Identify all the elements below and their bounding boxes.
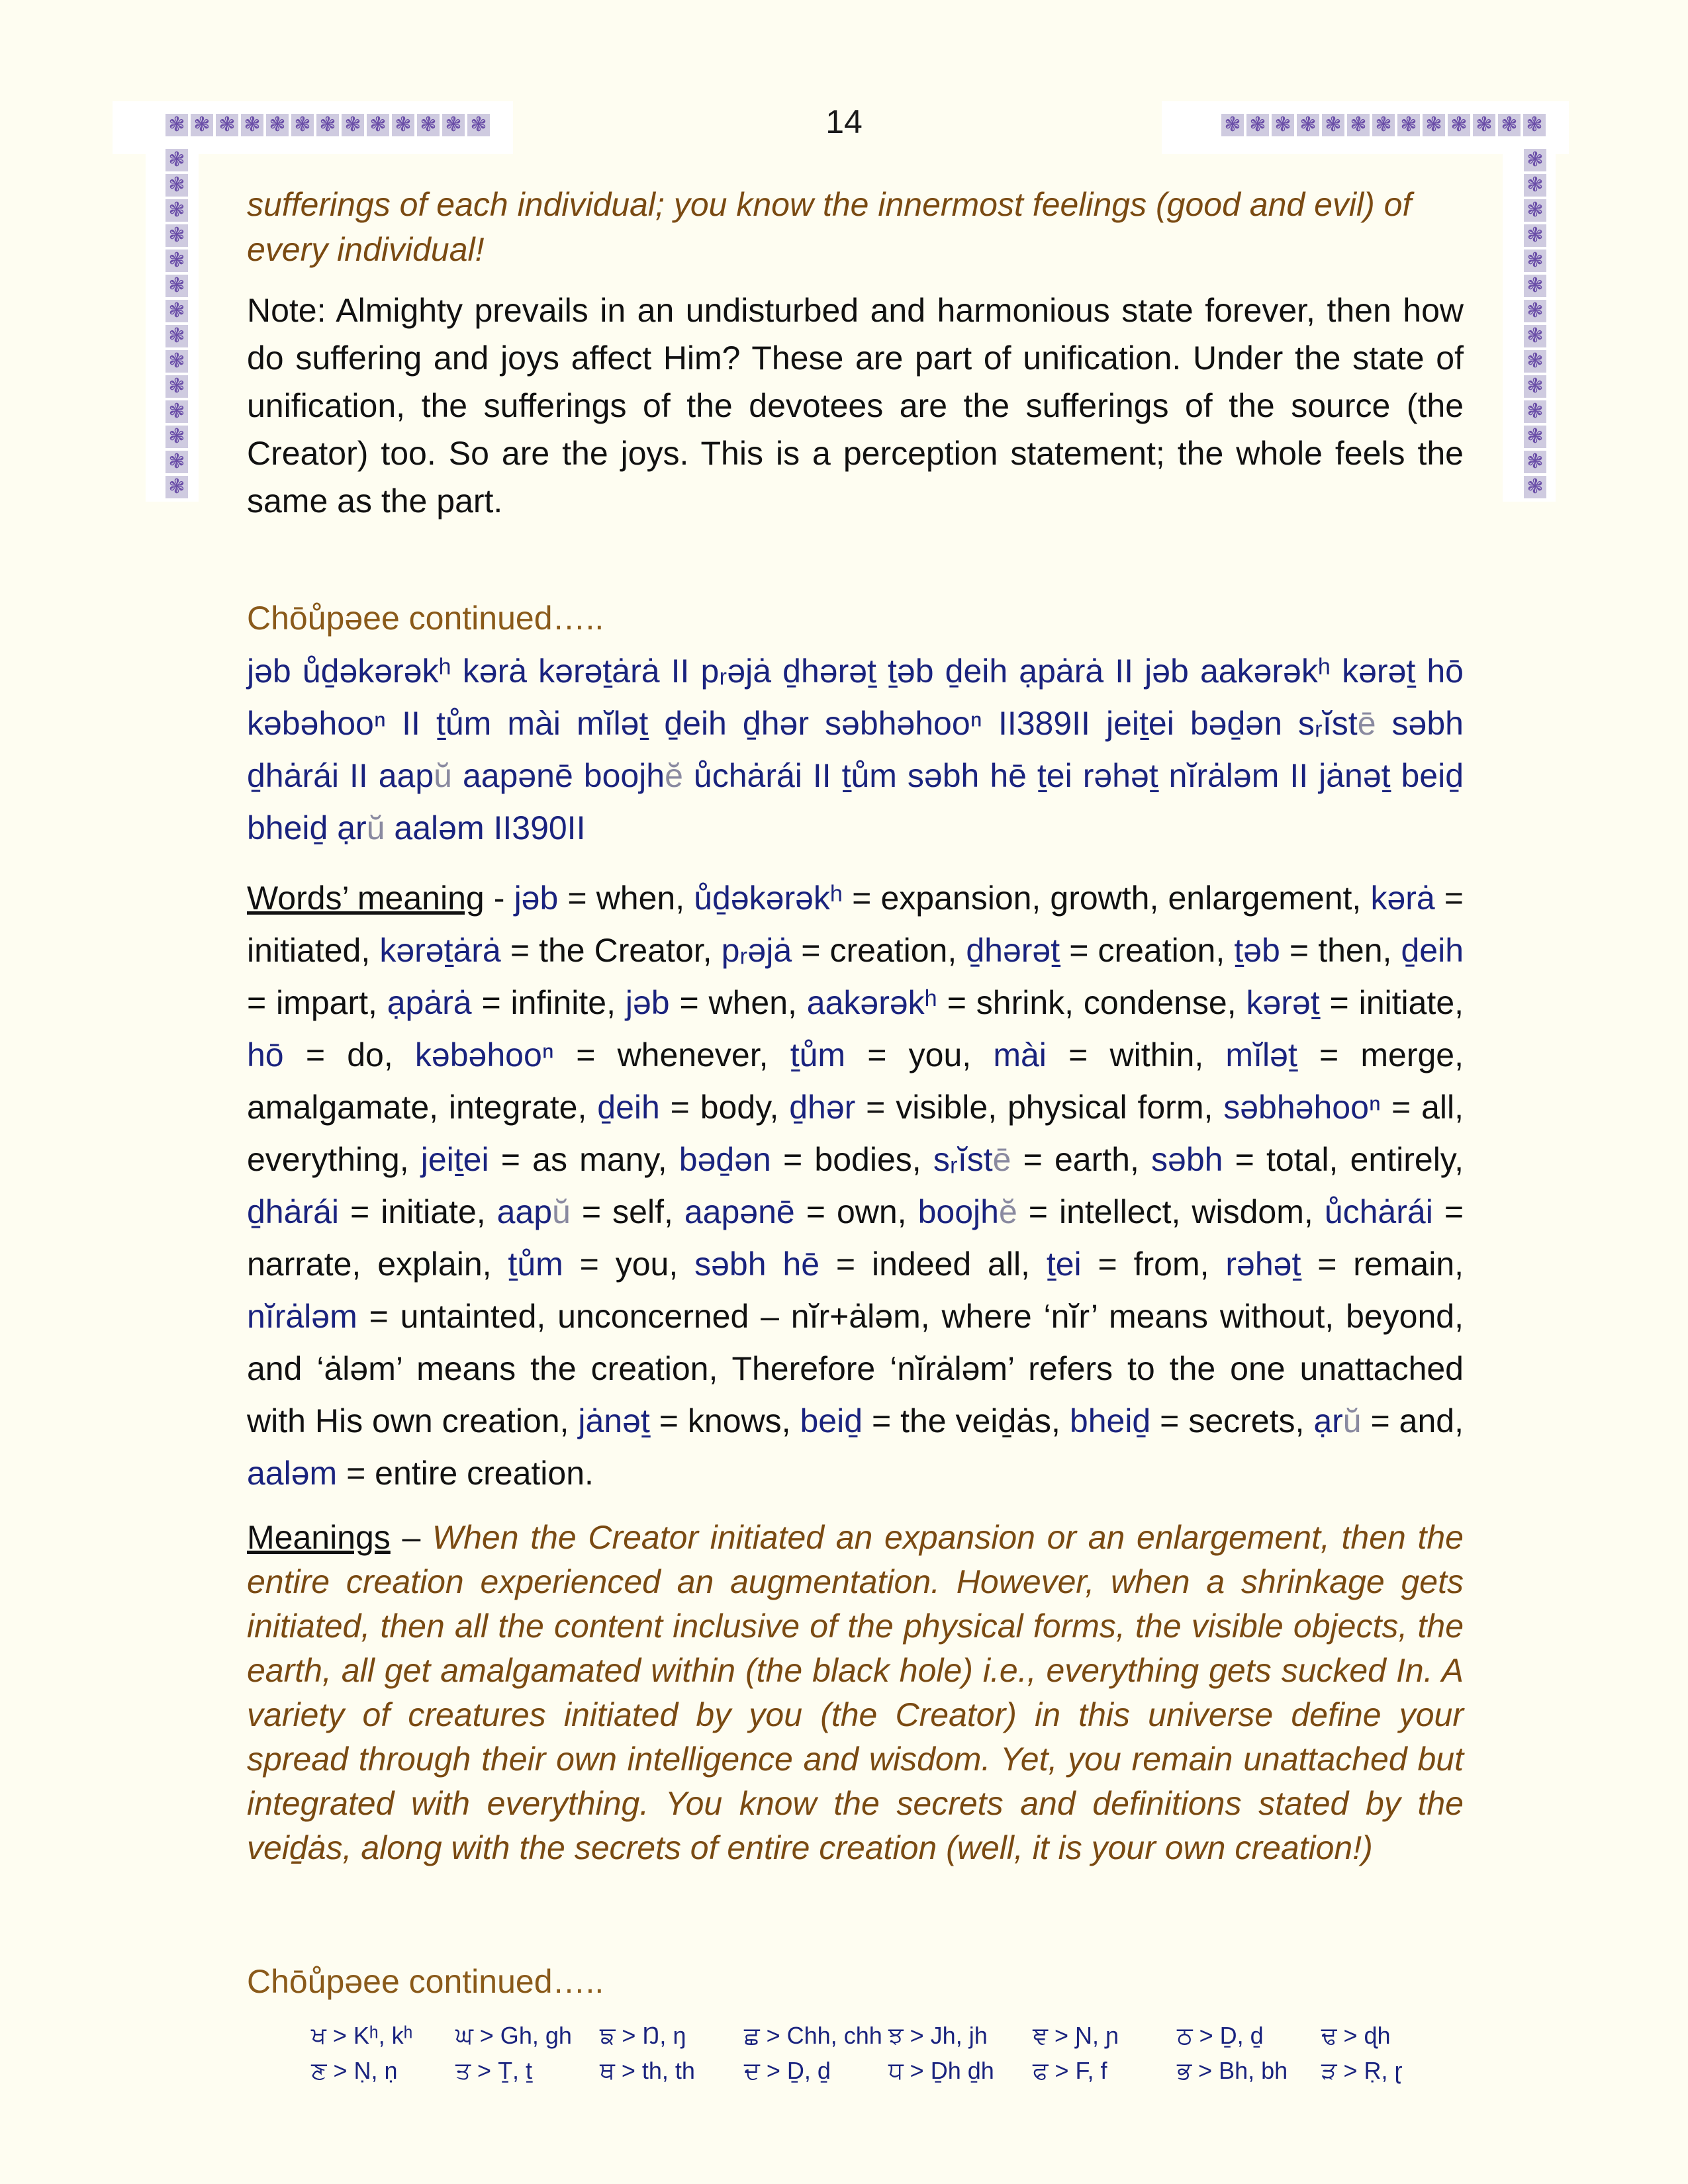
legend-entry: ੜ > Ṛ, ɽ — [1321, 2057, 1403, 2084]
term: kərȧ — [1370, 880, 1435, 917]
flower-ornament-icon: ❃ — [165, 426, 188, 448]
flower-ornament-icon: ❃ — [1524, 400, 1546, 423]
flower-ornament-icon: ❃ — [1372, 114, 1395, 136]
flower-ornament-icon: ❃ — [367, 114, 389, 136]
term: aaləm — [247, 1455, 338, 1492]
flower-ornament-icon: ❃ — [1524, 250, 1546, 272]
legend-entry: ਢ > ɖh — [1321, 2022, 1391, 2049]
text-segment: = initiate, — [1319, 984, 1464, 1021]
term: bheiḏ — [1069, 1402, 1151, 1439]
term: ḏeih — [597, 1089, 660, 1126]
term: ṯům — [508, 1246, 563, 1283]
flower-ornament-icon: ❃ — [1524, 275, 1546, 297]
flower-ornament-icon: ❃ — [1524, 476, 1546, 498]
flower-border-top-right — [1221, 114, 1546, 136]
flower-ornament-icon: ❃ — [165, 350, 188, 373]
flower-ornament-icon: ❃ — [1524, 300, 1546, 322]
text-segment: = impart, — [247, 984, 387, 1021]
flower-border-top-left — [165, 114, 490, 136]
legend-entry: ਠ > Ḏ, ḏ — [1177, 2022, 1264, 2049]
text-segment: = infinite, — [471, 984, 626, 1021]
text-segment: = as many, — [489, 1141, 679, 1178]
text-segment: = within, — [1046, 1036, 1226, 1073]
legend-row — [311, 2022, 1476, 2050]
term: nĭrȧləm — [247, 1298, 357, 1335]
term: jəb — [514, 880, 559, 917]
meanings-label: Meanings — [247, 1519, 391, 1556]
text-segment: = do, — [283, 1036, 415, 1073]
flower-ornament-icon: ❃ — [165, 149, 188, 171]
flower-ornament-icon: ❃ — [165, 476, 188, 498]
flower-ornament-icon: ❃ — [1498, 114, 1521, 136]
text-segment: ŭ — [434, 757, 452, 794]
flower-ornament-icon: ❃ — [1448, 114, 1470, 136]
legend-entry: ਖ > Kʰ, kʰ — [311, 2022, 413, 2049]
text-segment: = the veiḏȧs, — [863, 1402, 1070, 1439]
text-segment: - — [484, 880, 514, 917]
term: boojh — [917, 1193, 999, 1230]
text-segment: = entire creation. — [337, 1455, 594, 1492]
flower-ornament-icon: ❃ — [417, 114, 440, 136]
page-number: 14 — [825, 103, 863, 140]
term: ṯəb — [1234, 932, 1280, 969]
flower-ornament-icon: ❃ — [1297, 114, 1319, 136]
text-segment: = then, — [1280, 932, 1401, 969]
flower-ornament-icon: ❃ — [1524, 149, 1546, 171]
verse-transliteration — [247, 645, 1464, 854]
text-segment: = earth, — [1011, 1141, 1152, 1178]
text-segment: ē — [1357, 705, 1376, 742]
legend-entry: ਥ > th, th — [600, 2057, 695, 2084]
term: mài — [993, 1036, 1047, 1073]
flower-ornament-icon: ❃ — [1524, 375, 1546, 398]
flower-ornament-icon: ❃ — [216, 114, 238, 136]
flower-ornament-icon: ❃ — [241, 114, 263, 136]
legend-entry: ਘ > Gh, gh — [455, 2022, 572, 2049]
text-segment: = intellect, wisdom, — [1017, 1193, 1325, 1230]
text-segment: ē — [992, 1141, 1011, 1178]
term: rəhəṯ — [1225, 1246, 1301, 1283]
text-segment: = secrets, — [1150, 1402, 1314, 1439]
flower-ornament-icon: ❃ — [392, 114, 414, 136]
term: ḏeih — [1401, 932, 1464, 969]
term: aap — [496, 1193, 553, 1230]
text-segment: ŭ — [366, 809, 385, 846]
flower-ornament-icon: ❃ — [1221, 114, 1244, 136]
term: ṯům — [790, 1036, 846, 1073]
flower-ornament-icon: ❃ — [1397, 114, 1420, 136]
term: ůḏəkərəkʰ — [694, 880, 843, 917]
text-segment: = body, — [659, 1089, 790, 1126]
flower-ornament-icon: ❃ — [165, 224, 188, 247]
text-segment: = own, — [794, 1193, 918, 1230]
flower-ornament-icon: ❃ — [1524, 199, 1546, 222]
flower-ornament-icon: ❃ — [291, 114, 314, 136]
term: ḏhər — [789, 1089, 856, 1126]
term: səbh hē — [694, 1246, 820, 1283]
flower-ornament-icon: ❃ — [165, 300, 188, 322]
term: ḏhȧrái — [247, 1193, 339, 1230]
legend-entry: ਫ > F, f — [1033, 2057, 1107, 2084]
flower-ornament-icon: ❃ — [1347, 114, 1370, 136]
legend-entry: ਣ > Ṇ, ṇ — [311, 2057, 398, 2084]
text-segment: = initiate, — [339, 1193, 497, 1230]
words-meaning-paragraph — [247, 872, 1464, 1500]
flower-ornament-icon: ❃ — [316, 114, 339, 136]
flower-ornament-icon: ❃ — [165, 199, 188, 222]
flower-ornament-icon: ❃ — [1473, 114, 1495, 136]
flower-ornament-icon: ❃ — [165, 451, 188, 473]
text-segment: = you, — [563, 1246, 695, 1283]
term: ạpȧrȧ — [387, 984, 472, 1021]
text-segment: = when, — [669, 984, 807, 1021]
term: jȧnəṯ — [578, 1402, 650, 1439]
note-paragraph: Note: Almighty prevails in an undisturbed and harmonious state forever, then how do suffering and joys affect Him? These are part of unification. Under the state of unification, the sufferings of the devotees are the sufferings of the source (the Creator) too. So are the joys. This is a perception statement; the whole feels the same as the part. — [247, 292, 1464, 520]
legend-entry: ਭ > Bh, bh — [1177, 2057, 1288, 2084]
flower-ornament-icon: ❃ — [1524, 350, 1546, 373]
term: aakərəkʰ — [806, 984, 937, 1021]
text-segment: = you, — [845, 1036, 994, 1073]
term: səbhəhooⁿ — [1223, 1089, 1382, 1126]
flower-ornament-icon: ❃ — [266, 114, 289, 136]
legend-entry: ਦ > Ḏ, ḏ — [744, 2057, 831, 2084]
text-segment: = self, — [570, 1193, 684, 1230]
term: kərəṯȧrȧ — [379, 932, 501, 969]
legend-entry: ਙ > Ŋ, ŋ — [600, 2022, 686, 2049]
flower-ornament-icon: ❃ — [1322, 114, 1344, 136]
text-segment: ĕ — [998, 1193, 1017, 1230]
text-segment: səbh ḏhȧrái II aap — [247, 705, 1464, 794]
flower-ornament-icon: ❃ — [165, 114, 188, 136]
words-meaning-label: Words’ meaning — [247, 880, 485, 917]
text-segment: = expansion, growth, enlargement, — [843, 880, 1371, 917]
choupaee-heading: Chōůpəee continued….. — [247, 600, 604, 637]
text-segment: = remain, — [1301, 1246, 1464, 1283]
legend-row — [311, 2057, 1476, 2085]
meanings-dash: – — [390, 1519, 432, 1556]
text-segment: ŭ — [1342, 1402, 1362, 1439]
text-segment: = shrink, condense, — [937, 984, 1246, 1021]
flower-ornament-icon: ❃ — [1524, 325, 1546, 347]
term: kərəṯ — [1246, 984, 1320, 1021]
meanings-text: When the Creator initiated an expansion or an enlargement, then the entire creation experienced an augmentation. However, when a shrinkage gets initiated, then all the content inclusive of the physical forms, the visible objects, the earth, all get amalgamated within (the black hole) i.e., everything gets sucked In. A variety of creatures initiated by you (the Creator) in this universe define your spread through their own intelligence and wisdom. Yet, you remain unattached but integrated with everything. You know the secrets and definitions stated by the veiḏȧs, along with the secrets of entire creation (well, it is your own creation!) — [247, 1519, 1464, 1866]
term: jeiṯei — [420, 1141, 489, 1178]
text-segment: = total, entirely, — [1223, 1141, 1464, 1178]
legend-entry: ਤ > Ṯ, ṯ — [455, 2057, 533, 2084]
text-segment: ŭ — [552, 1193, 571, 1230]
term: kəbəhooⁿ — [414, 1036, 554, 1073]
flower-ornament-icon: ❃ — [342, 114, 364, 136]
words-meaning-body — [247, 880, 1464, 1492]
transliteration-legend — [311, 2022, 1476, 2085]
legend-entry: ਝ > Jh, jh — [888, 2022, 988, 2049]
flower-ornament-icon: ❃ — [191, 114, 213, 136]
flower-ornament-icon: ❃ — [165, 325, 188, 347]
text-segment: = when, — [558, 880, 694, 917]
text-segment: = merge, amalgamate, integrate, — [247, 1036, 1464, 1126]
flower-ornament-icon: ❃ — [1523, 114, 1546, 136]
flower-ornament-icon: ❃ — [1524, 224, 1546, 247]
flower-ornament-icon: ❃ — [1524, 174, 1546, 197]
text-segment: = and, — [1361, 1402, 1464, 1439]
term: jəb — [625, 984, 670, 1021]
flower-ornament-icon: ❃ — [1524, 451, 1546, 473]
intro-italic-text: sufferings of each individual; you know the innermost feelings (good and evil) of every individual! — [247, 186, 1412, 268]
meanings-paragraph — [247, 1516, 1464, 1870]
term: aapənē — [684, 1193, 795, 1230]
term: sᵣĭst — [933, 1141, 993, 1178]
text-segment: = knows, — [649, 1402, 800, 1439]
text-segment: = whenever, — [554, 1036, 790, 1073]
text-segment: = from, — [1081, 1246, 1226, 1283]
flower-ornament-icon: ❃ — [1423, 114, 1445, 136]
flower-border-right — [1524, 149, 1546, 498]
text-segment: ĕ — [665, 757, 683, 794]
text-segment: = initiated, — [247, 880, 1464, 969]
term: ạr — [1313, 1402, 1343, 1439]
flower-ornament-icon: ❃ — [467, 114, 490, 136]
term: bəḏən — [679, 1141, 771, 1178]
text-segment: = creation, — [792, 932, 966, 969]
choupaee-heading-2: Chōůpəee continued….. — [247, 1963, 604, 2000]
flower-ornament-icon: ❃ — [165, 250, 188, 272]
term: mĭləṯ — [1225, 1036, 1297, 1073]
term: səbh — [1151, 1141, 1223, 1178]
term: beiḏ — [800, 1402, 863, 1439]
term: ḏhərəṯ — [966, 932, 1060, 969]
text-segment: = narrate, explain, — [247, 1193, 1464, 1283]
flower-ornament-icon: ❃ — [1524, 426, 1546, 448]
text-segment: = bodies, — [771, 1141, 933, 1178]
flower-ornament-icon: ❃ — [442, 114, 465, 136]
legend-entry: ਧ > Ḏh ḏh — [888, 2057, 994, 2084]
text-segment: ůchȧrái II ṯům səbh hē ṯei rəhəṯ nĭrȧləm II jȧnəṯ beiḏ bheiḏ ạr — [247, 757, 1464, 846]
text-segment: = the Creator, — [500, 932, 722, 969]
term: pᵣəjȧ — [721, 932, 792, 969]
term: hō — [247, 1036, 284, 1073]
flower-ornament-icon: ❃ — [165, 174, 188, 197]
flower-ornament-icon: ❃ — [165, 275, 188, 297]
flower-border-left — [165, 149, 188, 498]
flower-ornament-icon: ❃ — [165, 400, 188, 423]
legend-entry: ਛ > Chh, chh — [744, 2022, 882, 2049]
flower-ornament-icon: ❃ — [165, 375, 188, 398]
text-segment: = all, everything, — [247, 1089, 1464, 1178]
term: ṯei — [1046, 1246, 1082, 1283]
flower-ornament-icon: ❃ — [1246, 114, 1269, 136]
text-segment: = creation, — [1060, 932, 1235, 969]
term: ůchȧrái — [1324, 1193, 1433, 1230]
text-segment: = visible, physical form, — [855, 1089, 1224, 1126]
text-segment: = untainted, unconcerned – nĭr+ȧləm, where ‘nĭr’ means without, beyond, and ‘ȧləm’ means the creation, Therefore ‘nĭrȧləm’ refers to the one unattached with His own creation, — [247, 1298, 1464, 1439]
text-segment: aaləm II390II — [385, 809, 586, 846]
legend-entry: ਞ > Ɲ, ɲ — [1033, 2022, 1119, 2049]
text-segment: = indeed all, — [820, 1246, 1047, 1283]
text-segment: jəb ůḏəkərəkʰ kərȧ kərəṯȧrȧ II pᵣəjȧ ḏhərəṯ ṯəb ḏeih ạpȧrȧ II jəb aakərəkʰ kərəṯ hō kəbəhooⁿ II ṯům mài mĭləṯ ḏeih ḏhər səbhəhooⁿ II389II jeiṯei bəḏən sᵣĭst — [247, 653, 1464, 742]
text-segment: aapənē boojh — [451, 757, 665, 794]
flower-ornament-icon: ❃ — [1272, 114, 1294, 136]
